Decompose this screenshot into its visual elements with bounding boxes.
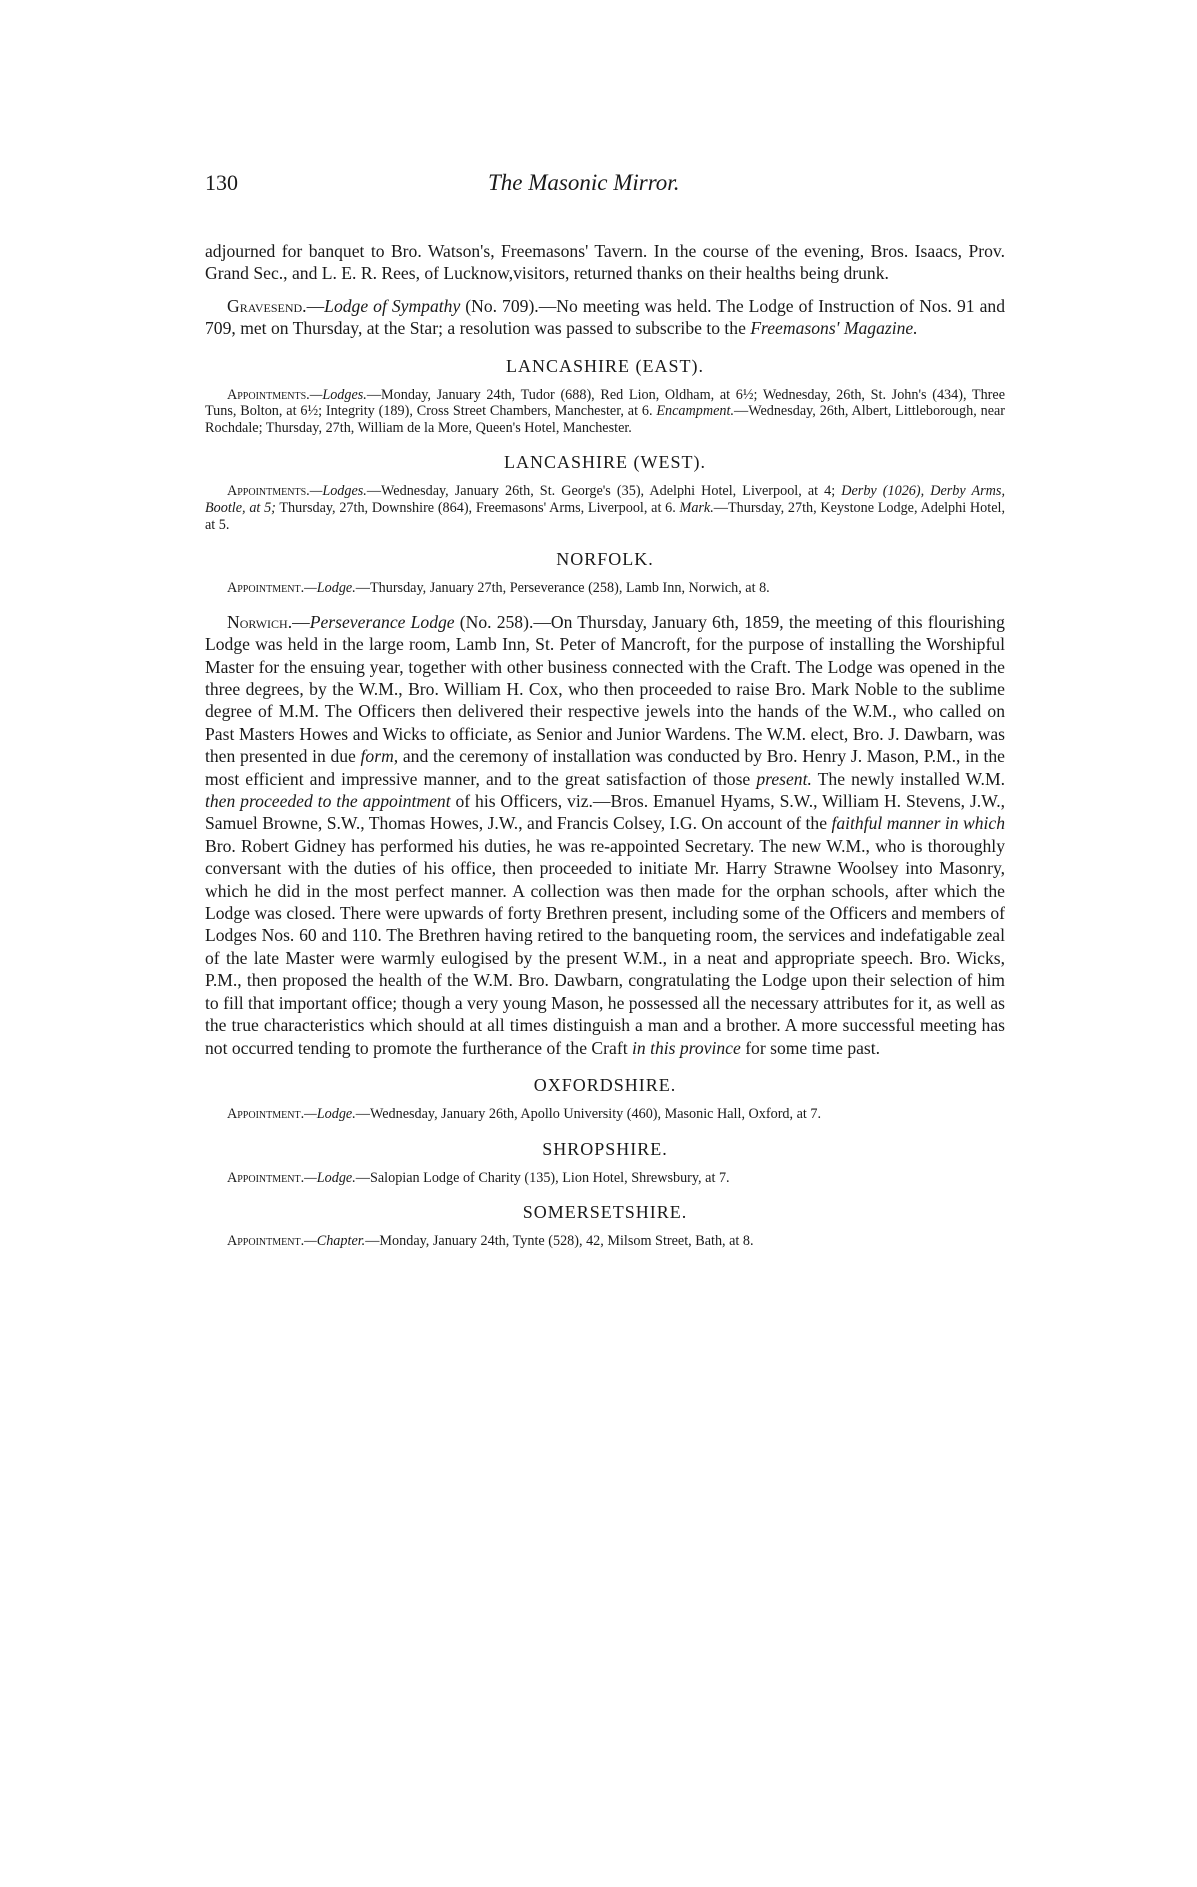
shropshire-appointment xyxy=(205,1170,1005,1187)
running-title: The Masonic Mirror. xyxy=(488,170,680,195)
gravesend-magazine: Freemasons' Magazine. xyxy=(750,318,918,339)
lancashire-east-text-2: —Wednesday, 26th, Albert, Littleborough, near Rochdale; Thursday, 27th, William de la More, Queen's Hotel, Manchester. xyxy=(205,403,1006,436)
lancashire-west-heading: LANCASHIRE (WEST). xyxy=(504,452,706,473)
shropshire-text: —Salopian Lodge of Charity (135), Lion Hotel, Shrewsbury, at 7. xyxy=(355,1169,730,1186)
norwich-text-5: Bro. Robert Gidney has performed his duties, he was re-appointed Secretary. The new W.M., who is thoroughly conversant with the duties of his office, then proceeded to initiate Mr. Harry Strawne Woolsey into Masonry, which he did in the most perfect manner. A collection was then made for the orphan schools, after which the Lodge was closed. There were upwards of forty Brethren present, including some of the Officers and members of Lodges Nos. 60 and 110. The Brethren having retired to the banqueting room, the services and indefatigable zeal of the late Master were warmly eulogised by the present W.M., in a neat and appropriate speech. Bro. Wicks, P.M., then proposed the health of the W.M. Bro. Dawbarn, congratulating the Lodge upon their selection of him to fill that important office; though a very young Mason, he possessed all the necessary attributes for it, as well as the true characteristics which should at all times distinguish a man and a brother. A more successful meeting has not occurred tending to promote the furtherance of the Craft xyxy=(205,835,1006,1058)
norwich-dash: — xyxy=(292,611,310,632)
norwich-then-proceeded: then proceeded to the appointment xyxy=(205,791,451,812)
norwich-text-2: and the ceremony of installation was conducted by Bro. Henry J. Mason, P.M., in the most efficient and impressive manner, and to the great satisfaction of those xyxy=(205,746,1005,789)
norfolk-text: —Thursday, January 27th, Perseverance (258), Lamb Inn, Norwich, at 8. xyxy=(355,580,770,597)
oxfordshire-text: —Wednesday, January 26th, Apollo University (460), Masonic Hall, Oxford, at 7. xyxy=(355,1105,822,1122)
norwich-place: Norwich. xyxy=(227,611,293,632)
continued-paragraph-text: adjourned for banquet to Bro. Watson's, Freemasons' Tavern. In the course of the evening, Bros. Isaacs, Prov. Grand Sec., and L. E. R. Rees, of Lucknow,visitors, returned thanks on their healths being drunk. xyxy=(205,241,1005,284)
lancashire-west-text-2: Thursday, 27th, Downshire (864), Freemasons' Arms, Liverpool, at 6. xyxy=(275,500,680,516)
oxfordshire-label: Appointment. xyxy=(227,1105,305,1122)
gravesend-lodge: Lodge of Sympathy xyxy=(324,295,461,316)
journal-page xyxy=(205,170,1005,1250)
gravesend-dash: — xyxy=(306,295,325,316)
lancashire-east-lodges: —Lodges. xyxy=(309,386,367,403)
somersetshire-heading: SOMERSETSHIRE. xyxy=(522,1202,688,1223)
norwich-text-3: The newly installed W.M. xyxy=(811,768,1005,789)
somersetshire-chapter: —Chapter. xyxy=(304,1233,366,1250)
norwich-lodge: Perseverance Lodge xyxy=(309,611,455,632)
somersetshire-text: —Monday, January 24th, Tynte (528), 42, Milsom Street, Bath, at 8. xyxy=(365,1233,754,1250)
shropshire-label: Appointment. xyxy=(227,1169,305,1186)
shropshire-heading: SHROPSHIRE. xyxy=(542,1138,668,1159)
norwich-text-6: for some time past. xyxy=(740,1037,881,1058)
norwich-present: present. xyxy=(756,768,812,789)
gravesend-paragraph xyxy=(205,295,1005,340)
lancashire-east-encampment: Encampment. xyxy=(656,403,734,420)
oxfordshire-appointment xyxy=(205,1106,1005,1123)
lancashire-east-appointments xyxy=(205,387,1005,437)
lancashire-west-text-1: —Wednesday, January 26th, St. George's (35), Adelphi Hotel, Liverpool, at 4; xyxy=(366,483,842,500)
norfolk-heading: NORFOLK. xyxy=(556,549,654,570)
lancashire-west-text-3: —Thursday, 27th, Keystone Lodge, Adelphi Hotel, at 5. xyxy=(205,500,1005,533)
lancashire-west-lodges: —Lodges. xyxy=(309,483,367,500)
lancashire-west-appointments xyxy=(205,483,1005,533)
norfolk-appointment xyxy=(205,580,1005,597)
lancashire-west-derby: Derby (1026), Derby Arms, Bootle, at 5; xyxy=(205,483,1005,516)
somersetshire-label: Appointment. xyxy=(227,1233,305,1250)
norwich-in-province: in this province xyxy=(631,1037,741,1058)
norwich-paragraph xyxy=(205,611,1005,1059)
oxfordshire-lodge: —Lodge. xyxy=(304,1105,356,1122)
somersetshire-appointment xyxy=(205,1233,1005,1250)
gravesend-text: (No. 709).—No meeting was held. The Lodge of Instruction of Nos. 91 and 709, met on Thursday, at the Star; a resolution was passed to subscribe to the xyxy=(205,295,1005,339)
shropshire-lodge: —Lodge. xyxy=(304,1169,356,1186)
lancashire-east-label: Appointments. xyxy=(227,386,310,403)
norwich-text-4: of his Officers, viz.—Bros. Emanuel Hyams, S.W., William H. Stevens, J.W., Samuel Browne, S.W., Thomas Howes, J.W., and Francis Colsey, I.G. On account of the xyxy=(205,791,1005,834)
gravesend-place: Gravesend. xyxy=(227,295,307,316)
norfolk-label: Appointment. xyxy=(227,580,305,597)
norwich-form: form, xyxy=(360,746,399,767)
running-head xyxy=(205,170,1005,206)
oxfordshire-heading: OXFORDSHIRE. xyxy=(533,1074,677,1095)
continued-paragraph xyxy=(205,240,1005,285)
lancashire-east-text-1: —Monday, January 24th, Tudor (688), Red Lion, Oldham, at 6½; Wednesday, 26th, St. John's (434), Three Tuns, Bolton, at 6½; Integrity (189), Cross Street Chambers, Manchester, at 6. xyxy=(205,386,1005,420)
lancashire-west-mark: Mark. xyxy=(679,500,714,516)
page-number: 130 xyxy=(205,170,238,195)
norwich-faithful: faithful manner in which xyxy=(831,813,1005,834)
lancashire-west-label: Appointments. xyxy=(227,483,310,500)
norfolk-lodge: —Lodge. xyxy=(304,580,356,597)
lancashire-east-heading: LANCASHIRE (EAST). xyxy=(506,355,704,376)
norwich-text-1: (No. 258).—On Thursday, January 6th, 1859, the meeting of this flourishing Lodge was held in the large room, Lamb Inn, St. Peter of Mancroft, for the purpose of installing the Worshipful Master for the ensuing year, together with other business connected with the Craft. The Lodge was opened in the three degrees, by the W.M., Bro. William H. Cox, who then proceeded to raise Bro. Mark Noble to the sublime degree of M.M. The Officers then delivered their respective jewels into the hands of the W.M., who called on Past Masters Howes and Wicks to officiate, as Senior and Junior Wardens. The W.M. elect, Bro. J. Dawbarn, was then presented in due xyxy=(205,611,1005,767)
section-spacer xyxy=(205,597,1005,611)
